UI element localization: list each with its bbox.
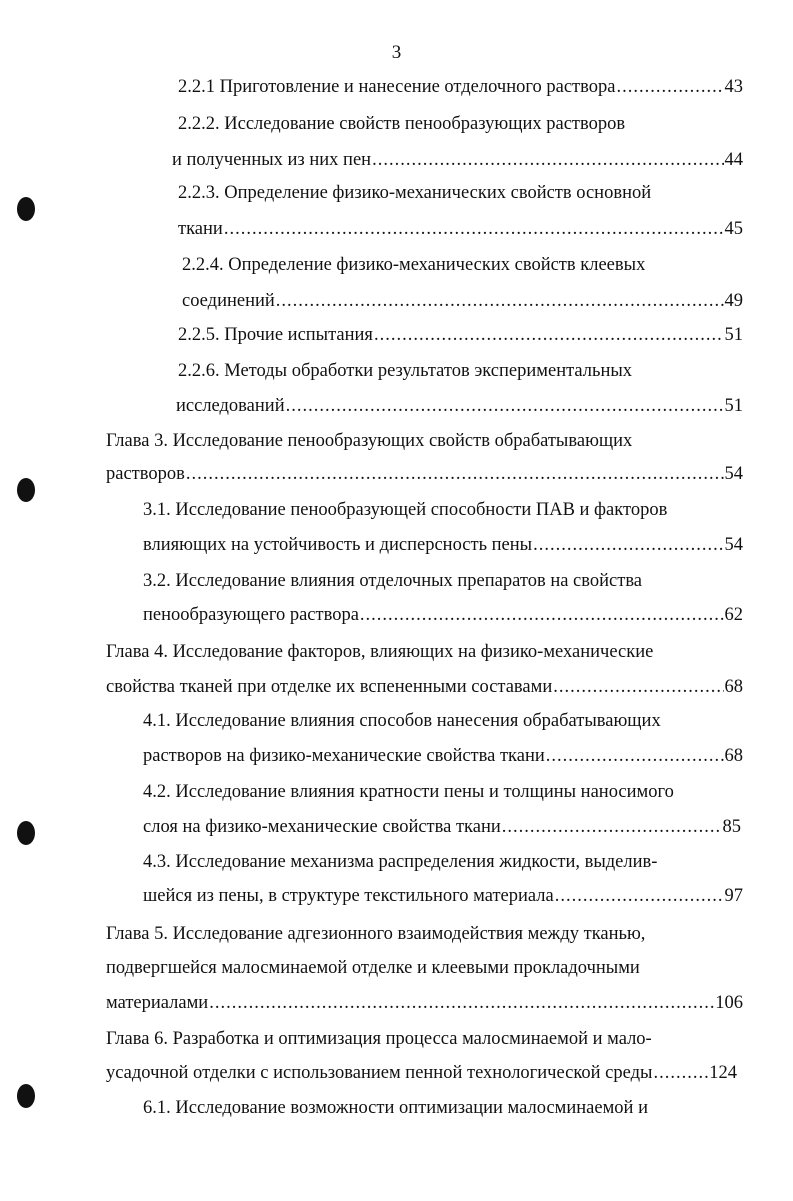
toc-entry-text: исследований (176, 396, 285, 416)
toc-entry (106, 921, 645, 947)
leader-dots (553, 674, 723, 700)
toc-entry (143, 743, 743, 769)
toc-entry-text: соединений (182, 291, 275, 311)
leader-dots (616, 74, 723, 100)
leader-dots (653, 1060, 708, 1086)
toc-entry (143, 1095, 648, 1121)
toc-entry (106, 428, 632, 454)
toc-entry-text: Глава 4. Исследование факторов, влияющих на физико-механические (106, 642, 654, 662)
leader-dots (502, 814, 722, 840)
binder-hole (17, 1084, 35, 1108)
toc-entry-text: свойства тканей при отделке их вспененными составами (106, 677, 553, 697)
toc-entry-page: 62 (724, 605, 743, 625)
toc-entry (178, 111, 625, 137)
toc-entry-text: Глава 5. Исследование адгезионного взаимодействия между тканью, (106, 924, 646, 944)
leader-dots (555, 883, 724, 909)
toc-entry-text: растворов на физико-механические свойства ткани (143, 746, 545, 766)
toc-entry-text: пенообразующего раствора (143, 605, 359, 625)
toc-entry-text: 2.2.2. Исследование свойств пенообразующих растворов (178, 114, 626, 134)
toc-entry (178, 74, 743, 100)
toc-entry-text: 3.2. Исследование влияния отделочных препаратов на свойства (143, 571, 643, 591)
toc-entry-text: 3.1. Исследование пенообразующей способности ПАВ и факторов (143, 500, 668, 520)
toc-entry-text: 4.2. Исследование влияния кратности пены и толщины наносимого (143, 782, 674, 802)
binder-hole (17, 197, 35, 221)
toc-entry-page: 54 (724, 535, 743, 555)
toc-entry (182, 288, 743, 314)
toc-entry-text: материалами (106, 993, 209, 1013)
toc-entry (178, 216, 743, 242)
toc-entry (178, 322, 743, 348)
leader-dots (186, 461, 724, 487)
toc-entry-page: 68 (724, 677, 743, 697)
toc-entry-page: 51 (724, 325, 743, 345)
toc-entry-text: 4.3. Исследование механизма распределения жидкости, выделив- (143, 852, 658, 872)
toc-entry-text: и полученных из них пен (172, 150, 372, 170)
toc-entry-text: усадочной отделки с использованием пенной технологической среды (106, 1063, 653, 1083)
toc-entry (178, 180, 651, 206)
toc-entry (143, 568, 642, 594)
toc-entry (172, 147, 743, 173)
toc-entry-page: 44 (724, 150, 743, 170)
toc-entry-text: Глава 6. Разработка и оптимизация процесса малосминаемой и мало- (106, 1029, 652, 1049)
toc-entry-text: 2.2.3. Определение физико-механических свойств основной (178, 183, 652, 203)
toc-entry (143, 849, 657, 875)
toc-entry (143, 814, 741, 840)
toc-entry-page: 43 (724, 77, 743, 97)
toc-entry-text: Глава 3. Исследование пенообразующих свойств обрабатывающих (106, 431, 633, 451)
toc-entry (176, 393, 743, 419)
toc-entry-text: растворов (106, 464, 185, 484)
toc-entry (143, 883, 743, 909)
toc-entry (143, 497, 667, 523)
leader-dots (276, 288, 724, 314)
toc-entry-text: 6.1. Исследование возможности оптимизации малосминаемой и (143, 1098, 648, 1118)
leader-dots (533, 532, 723, 558)
toc-entry (143, 779, 674, 805)
leader-dots (209, 990, 714, 1016)
binder-hole (17, 478, 35, 502)
toc-entry-text: слоя на физико-механические свойства ткани (143, 817, 501, 837)
toc-entry (106, 1060, 737, 1086)
toc-entry-text: влияющих на устойчивость и дисперсность пены (143, 535, 533, 555)
toc-entry (106, 461, 743, 487)
toc-entry (106, 674, 743, 700)
toc-entry-page: 106 (715, 993, 743, 1013)
toc-entry-page: 97 (724, 886, 743, 906)
toc-entry (106, 1026, 652, 1052)
leader-dots (286, 393, 724, 419)
toc-entry (106, 990, 743, 1016)
toc-entry (143, 532, 743, 558)
toc-entry-page: 124 (709, 1063, 737, 1083)
leader-dots (374, 322, 724, 348)
toc-entry-page: 54 (724, 464, 743, 484)
toc-entry (182, 252, 645, 278)
leader-dots (360, 602, 724, 628)
toc-entry (143, 602, 743, 628)
toc-entry-page: 51 (724, 396, 743, 416)
toc-entry-text: 2.2.5. Прочие испытания (178, 325, 373, 345)
toc-entry-page: 85 (722, 817, 741, 837)
toc-entry-page: 49 (724, 291, 743, 311)
toc-entry (143, 708, 661, 734)
page-number: 3 (391, 42, 402, 63)
toc-entry-page: 68 (724, 746, 743, 766)
toc-entry-text: 4.1. Исследование влияния способов нанесения обрабатывающих (143, 711, 661, 731)
leader-dots (546, 743, 724, 769)
toc-entry-text: 2.2.6. Методы обработки результатов экспериментальных (178, 361, 633, 381)
toc-entry (178, 358, 632, 384)
toc-entry-text: 2.2.4. Определение физико-механических свойств клеевых (182, 255, 646, 275)
toc-entry-page: 45 (724, 219, 743, 239)
leader-dots (372, 147, 723, 173)
leader-dots (224, 216, 724, 242)
toc-entry-text: ткани (178, 219, 223, 239)
toc-entry (106, 955, 640, 981)
binder-hole (17, 821, 35, 845)
toc-entry-text: 2.2.1 Приготовление и нанесение отделочного раствора (178, 77, 616, 97)
toc-entry-text: подвергшейся малосминаемой отделке и клеевыми прокладочными (106, 958, 640, 978)
toc-entry (106, 639, 653, 665)
toc-entry-text: шейся из пены, в структуре текстильного материала (143, 886, 554, 906)
